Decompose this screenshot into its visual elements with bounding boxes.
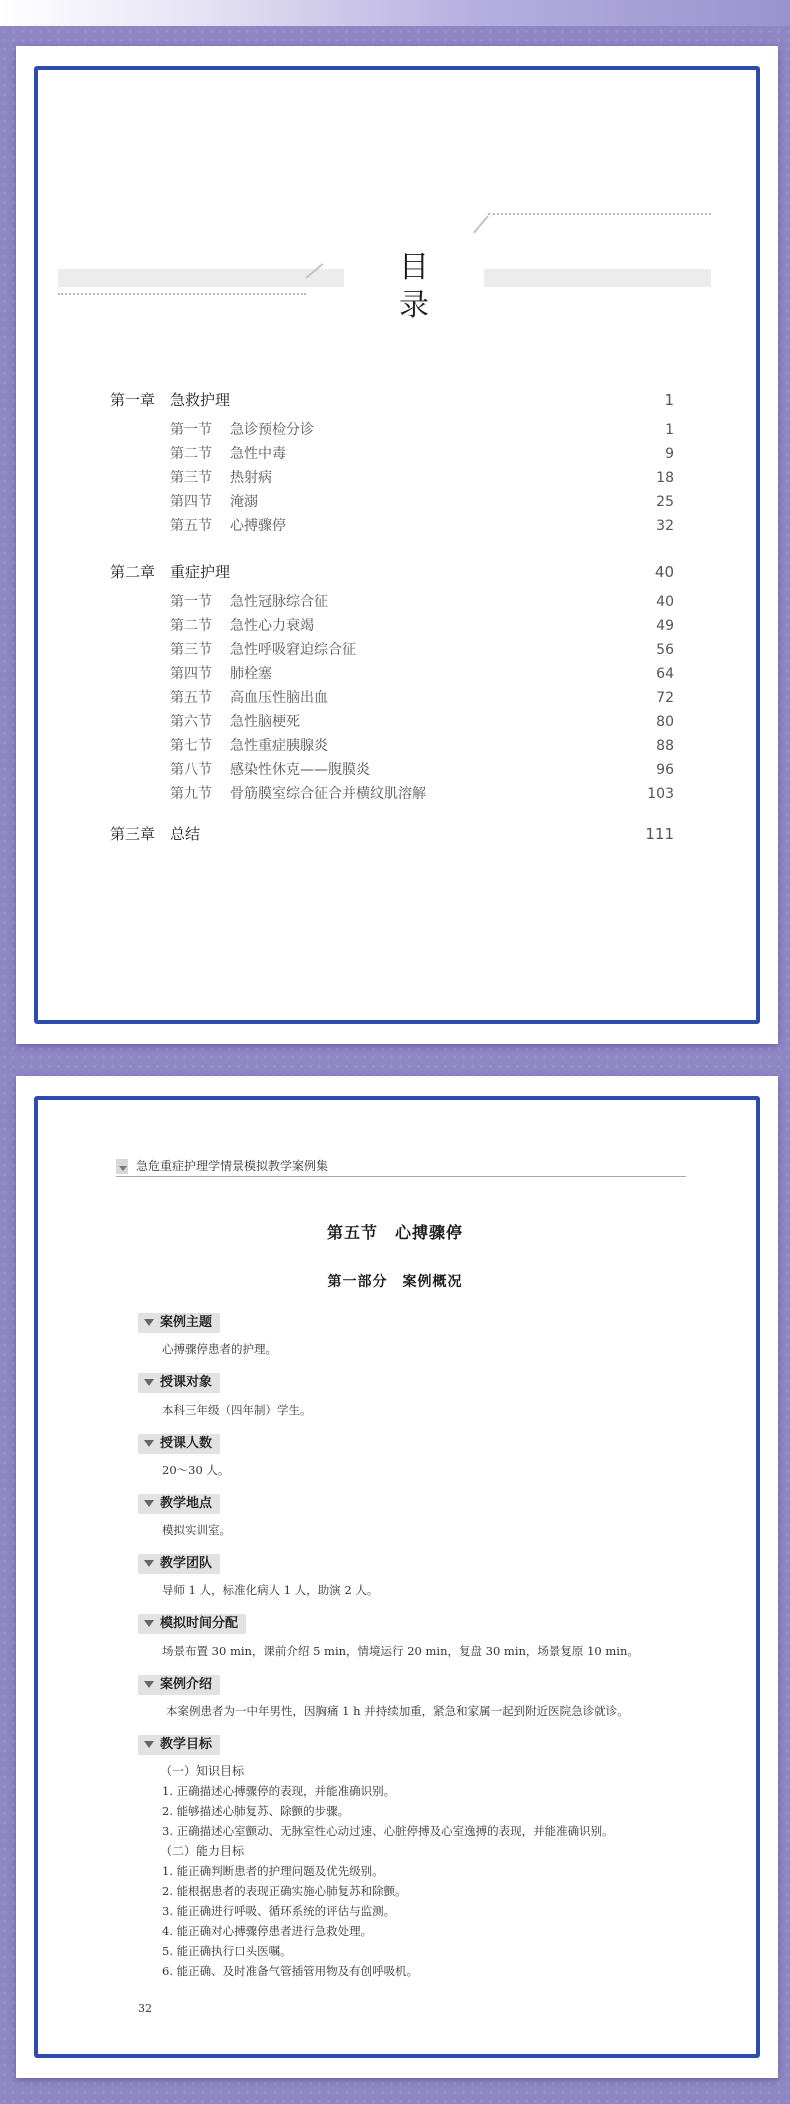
dotted-line (488, 213, 711, 215)
heading-tab (138, 1434, 220, 1454)
section-title: 急性中毒 (230, 446, 286, 462)
chapter-page: 1 (664, 391, 674, 409)
heading-tab (138, 1614, 246, 1634)
list-item: 3. 能正确进行呼吸、循环系统的评估与监测。 (162, 1904, 396, 1918)
section-title: 肺栓塞 (230, 666, 272, 682)
triangle-down-icon (144, 1560, 154, 1567)
section-title: 骨筋膜室综合征合并横纹肌溶解 (230, 786, 426, 802)
section-number: 第九节 (170, 786, 212, 802)
list-item: 1. 正确描述心搏骤停的表现，并能准确识别。 (162, 1784, 396, 1798)
toc-chapter[interactable] (94, 822, 674, 846)
section-number: 第四节 (170, 666, 212, 682)
running-head-marker (116, 1159, 128, 1174)
list-item: 5. 能正确执行口头医嘱。 (162, 1944, 292, 1958)
section-number: 第三节 (170, 642, 212, 658)
toc-section[interactable] (94, 662, 674, 686)
section-title: 急性心力衰竭 (230, 618, 314, 634)
list-item: 2. 能根据患者的表现正确实施心肺复苏和除颤。 (162, 1884, 407, 1898)
block-text: 20～30 人。 (162, 1463, 230, 1477)
triangle-down-icon (144, 1681, 154, 1688)
list-item: 2. 能够描述心肺复苏、除颤的步骤。 (162, 1804, 350, 1818)
triangle-down-icon (144, 1620, 154, 1627)
chapter-title: 重症护理 (170, 563, 231, 581)
running-head-text: 急危重症护理学情景模拟教学案例集 (136, 1159, 329, 1173)
toc-section[interactable] (94, 638, 674, 662)
heading-label: 案例主题 (160, 1315, 213, 1330)
section-page: 103 (647, 786, 674, 802)
section-number: 第三节 (170, 470, 212, 486)
section-number: 第七节 (170, 738, 212, 754)
heading-tab (138, 1313, 220, 1333)
section-title: 急性冠脉综合征 (230, 594, 328, 610)
section-number: 第六节 (170, 714, 212, 730)
section-number: 第一节 (170, 422, 212, 438)
section-number: 第二节 (170, 446, 212, 462)
heading-label: 案例介绍 (160, 1677, 213, 1692)
section-page: 96 (656, 762, 674, 778)
toc-section[interactable] (94, 710, 674, 734)
toc-title-banner (58, 205, 711, 323)
chapter-number: 第二章 (110, 563, 156, 581)
page-number: 32 (138, 2002, 152, 2015)
section-number: 第八节 (170, 762, 212, 778)
knowledge-objectives-list (162, 1781, 614, 1841)
section-page: 9 (665, 446, 674, 462)
heading-tab (138, 1554, 220, 1574)
knowledge-objectives-heading: （一）知识目标 (160, 1764, 245, 1778)
section-page: 25 (656, 494, 674, 510)
triangle-down-icon (144, 1500, 154, 1507)
block-text: 导师 1 人，标准化病人 1 人，助演 2 人。 (162, 1583, 379, 1597)
toc-list (94, 388, 674, 846)
heading-label: 授课人数 (160, 1436, 213, 1451)
chapter-title: 总结 (170, 825, 201, 843)
running-head-rule (116, 1176, 686, 1177)
toc-chapter[interactable] (94, 560, 674, 584)
section-page: 56 (656, 642, 674, 658)
section-number: 第二节 (170, 618, 212, 634)
toc-section[interactable] (94, 418, 674, 442)
block-text: 本案例患者为一中年男性，因胸痛 1 h 并持续加重，紧急和家属一起到附近医院急诊就诊。 (166, 1704, 629, 1718)
toc-section[interactable] (94, 686, 674, 710)
triangle-down-icon (144, 1379, 154, 1386)
triangle-down-icon (144, 1440, 154, 1447)
chapter-number: 第一章 (110, 391, 156, 409)
toc-section[interactable] (94, 734, 674, 758)
block-text: 本科三年级（四年制）学生。 (162, 1403, 312, 1417)
block-text: 模拟实训室。 (162, 1523, 231, 1537)
heading-tab (138, 1494, 220, 1514)
toc-section[interactable] (94, 782, 674, 806)
triangle-down-icon (144, 1741, 154, 1748)
ability-objectives-list (162, 1861, 418, 1981)
heading-label: 模拟时间分配 (160, 1616, 239, 1631)
top-gradient-strip (0, 0, 790, 26)
heading-tab (138, 1675, 220, 1695)
heading-label: 教学团队 (160, 1556, 213, 1571)
heading-tab (138, 1373, 220, 1393)
section-title: 急诊预检分诊 (230, 422, 314, 438)
chapter-page: 111 (645, 825, 674, 843)
toc-section[interactable] (94, 514, 674, 538)
list-item: 4. 能正确对心搏骤停患者进行急救处理。 (162, 1924, 373, 1938)
toc-section[interactable] (94, 614, 674, 638)
list-item: 3. 正确描述心室颤动、无脉室性心动过速、心脏停搏及心室逸搏的表现，并能准确识别。 (162, 1824, 614, 1838)
section-title: 急性重症胰腺炎 (230, 738, 328, 754)
section-page: 49 (656, 618, 674, 634)
section-page: 64 (656, 666, 674, 682)
block-text: 心搏骤停患者的护理。 (162, 1342, 277, 1356)
section-title: 感染性休克——腹膜炎 (230, 762, 370, 778)
section-title: 淹溺 (230, 494, 258, 510)
toc-section[interactable] (94, 590, 674, 614)
triangle-down-icon (144, 1319, 154, 1326)
section-title: 心搏骤停 (230, 518, 286, 534)
section-title: 热射病 (230, 470, 272, 486)
section-page: 18 (656, 470, 674, 486)
section-page: 88 (656, 738, 674, 754)
section-page: 40 (656, 594, 674, 610)
section-number: 第五节 (170, 690, 212, 706)
toc-chapter[interactable] (94, 388, 674, 412)
triangle-icon (119, 1166, 127, 1171)
section-number: 第五节 (170, 518, 212, 534)
section-title: 第五节 心搏骤停 (326, 1223, 463, 1242)
ability-objectives-heading: （二）能力目标 (160, 1844, 245, 1858)
section-page: 80 (656, 714, 674, 730)
section-title: 高血压性脑出血 (230, 690, 328, 706)
toc-section[interactable] (94, 442, 674, 466)
section-number: 第四节 (170, 494, 212, 510)
list-item: 6. 能正确、及时准备气管插管用物及有创呼吸机。 (162, 1964, 419, 1978)
section-title: 急性脑梗死 (230, 714, 300, 730)
section-page: 72 (656, 690, 674, 706)
heading-label: 授课对象 (160, 1375, 213, 1390)
section-page: 32 (656, 518, 674, 534)
toc-section[interactable] (94, 490, 674, 514)
section-page: 1 (665, 422, 674, 438)
heading-tab (138, 1735, 220, 1755)
list-item: 1. 能正确判断患者的护理问题及优先级别。 (162, 1864, 384, 1878)
heading-label: 教学目标 (160, 1737, 213, 1752)
toc-section[interactable] (94, 466, 674, 490)
part-title: 第一部分 案例概况 (327, 1274, 463, 1290)
section-number: 第一节 (170, 594, 212, 610)
heading-label: 教学地点 (160, 1496, 213, 1511)
running-head (116, 1157, 686, 1179)
dotted-line (58, 293, 306, 295)
chapter-number: 第三章 (110, 825, 156, 843)
toc-title: 目 录 (344, 249, 484, 325)
toc-section[interactable] (94, 758, 674, 782)
chapter-page: 40 (654, 563, 674, 581)
section-title: 急性呼吸窘迫综合征 (230, 642, 356, 658)
block-text: 场景布置 30 min，课前介绍 5 min，情境运行 20 min，复盘 30 min，场景复原 10 min。 (162, 1644, 639, 1658)
banner-slash (473, 215, 489, 233)
chapter-title: 急救护理 (170, 391, 231, 409)
